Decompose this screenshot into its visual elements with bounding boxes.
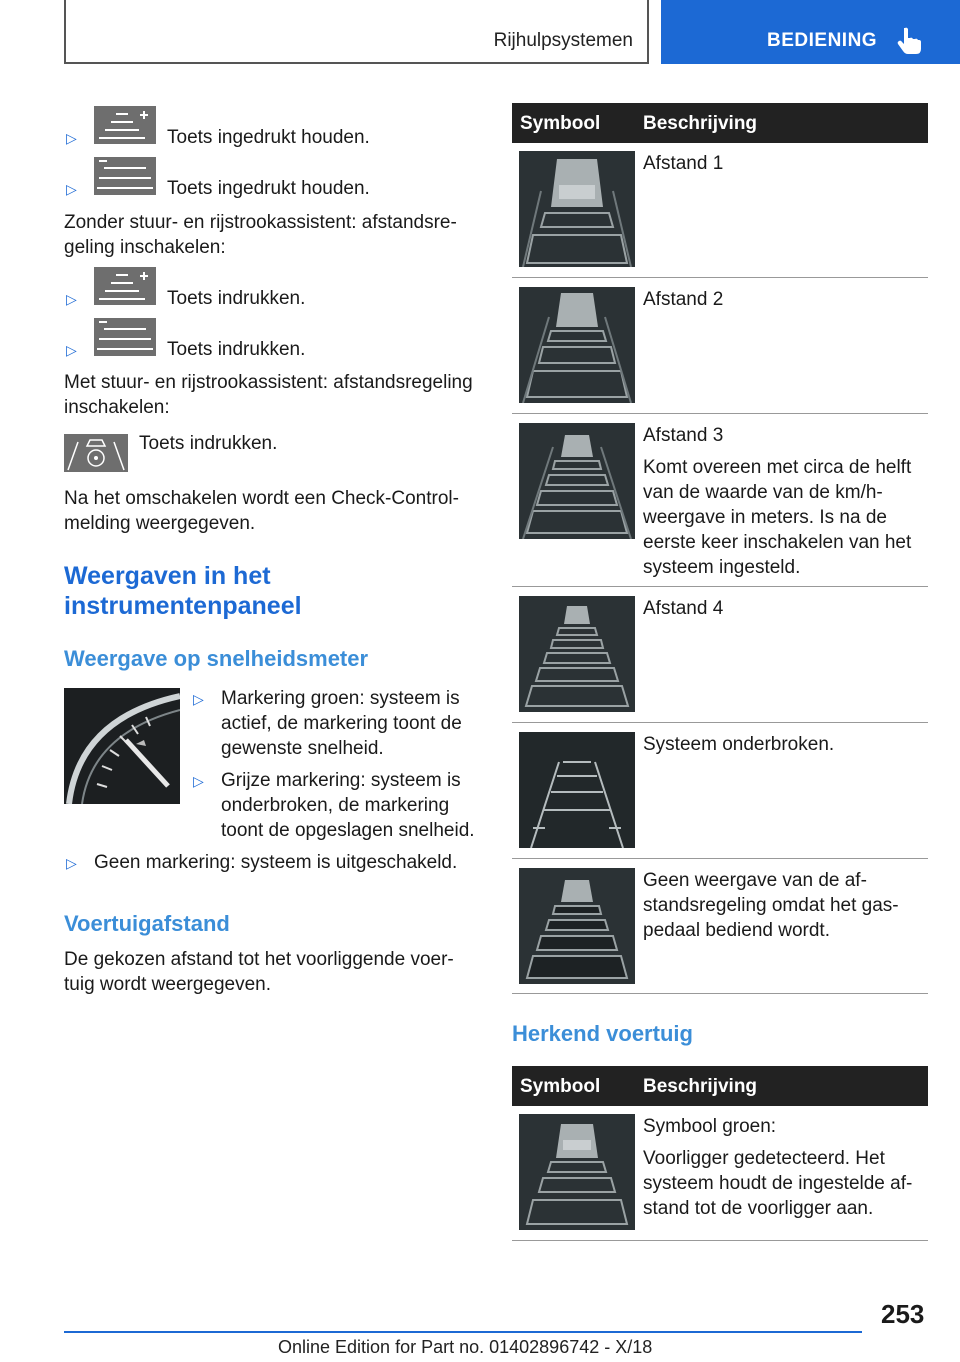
paragraph: De gekozen afstand tot het voorliggende voer- tuig wordt weergegeven. (64, 949, 454, 995)
instruction-text: Toets indrukken. (139, 433, 278, 454)
instruction-text: Toets ingedrukt houden. (167, 127, 370, 148)
bullet-icon: ▷ (66, 130, 77, 146)
paragraph: Zonder stuur- en rijstrookassistent: afstandsre- geling inschakelen: (64, 212, 457, 258)
distance-4-symbol-image (519, 596, 635, 712)
bullet-icon: ▷ (66, 291, 77, 307)
subsection-heading: Herkend voertuig (512, 1021, 693, 1046)
list-item: Markering groen: systeem is actief, de markering toont de gewenste snelheid. (221, 688, 462, 759)
instruction-text: Toets ingedrukt houden. (167, 178, 370, 199)
bullet-icon: ▷ (66, 855, 77, 871)
page-number: 253 (881, 1299, 925, 1329)
table-cell-description: Geen weergave van de af- standsregeling omdat het gas- pedaal bediend wordt. (643, 870, 899, 941)
system-interrupted-symbol-image (519, 732, 635, 848)
distance-increase-button-icon (94, 106, 156, 144)
footer-edition: Online Edition for Part no. 01402896742 - X/18 (278, 1337, 653, 1357)
row-divider (512, 586, 928, 587)
row-divider (512, 277, 928, 278)
table-cell-description: Afstand 1 (643, 153, 724, 174)
vehicle-detected-symbol-image (519, 1114, 635, 1230)
instruction-text: Toets indrukken. (167, 339, 306, 360)
table-header (512, 103, 928, 143)
row-divider (512, 1240, 928, 1241)
bullet-icon: ▷ (66, 342, 77, 358)
table-cell-description: Symbool groen: Voorligger gedetecteerd. Het systeem houdt de ingestelde af- stand tot de voorligger aan. (643, 1116, 913, 1219)
list-item: Grijze markering: systeem is onderbroken, de markering toont de opgeslagen snelheid. (221, 770, 475, 841)
distance-1-symbol-image (519, 151, 635, 267)
speedometer-image (64, 688, 180, 804)
distance-3-symbol-image (519, 423, 635, 539)
section-heading: Weergaven in het instrumentenpaneel (64, 562, 302, 620)
header-section-box (64, 0, 649, 64)
column-header-description: Beschrijving (643, 113, 758, 134)
chapter-tab[interactable] (661, 0, 960, 64)
table-cell-description: Afstand 2 (643, 289, 724, 310)
row-divider (512, 722, 928, 723)
subsection-heading: Voertuigafstand (64, 911, 230, 936)
column-header-symbol: Symbool (520, 1076, 601, 1097)
distance-decrease-button-icon (94, 157, 156, 195)
row-divider (512, 993, 928, 994)
bullet-icon: ▷ (193, 691, 204, 707)
column-header-symbol: Symbool (520, 113, 601, 134)
table-cell-description: Systeem onderbroken. (643, 734, 835, 755)
distance-increase-button-icon (94, 267, 156, 305)
row-divider (512, 413, 928, 414)
hand-pointer-icon (896, 26, 922, 54)
subsection-heading: Weergave op snelheidsmeter (64, 646, 369, 671)
footer-divider (64, 1331, 862, 1333)
chapter-title: BEDIENING (767, 30, 878, 51)
paragraph: Na het omschakelen wordt een Check-Control- melding weergegeven. (64, 488, 459, 534)
table-header (512, 1066, 928, 1106)
instruction-text: Toets indrukken. (167, 288, 306, 309)
steering-assist-button-icon (64, 434, 128, 472)
distance-decrease-button-icon (94, 318, 156, 356)
column-header-description: Beschrijving (643, 1076, 758, 1097)
row-divider (512, 858, 928, 859)
no-display-symbol-image (519, 868, 635, 984)
section-title: Rijhulpsystemen (493, 30, 633, 51)
bullet-icon: ▷ (66, 181, 77, 197)
table-cell-description: Afstand 3 Komt overeen met circa de helft van de waarde van de km/h- weergave in meters. Is na de eerste keer inschakelen van het systeem ingesteld. (643, 425, 912, 578)
list-item: Geen markering: systeem is uitgeschakeld. (94, 852, 458, 873)
bullet-icon: ▷ (193, 773, 204, 789)
paragraph: Met stuur- en rijstrookassistent: afstandsregeling inschakelen: (64, 372, 473, 418)
distance-2-symbol-image (519, 287, 635, 403)
table-cell-description: Afstand 4 (643, 598, 724, 619)
